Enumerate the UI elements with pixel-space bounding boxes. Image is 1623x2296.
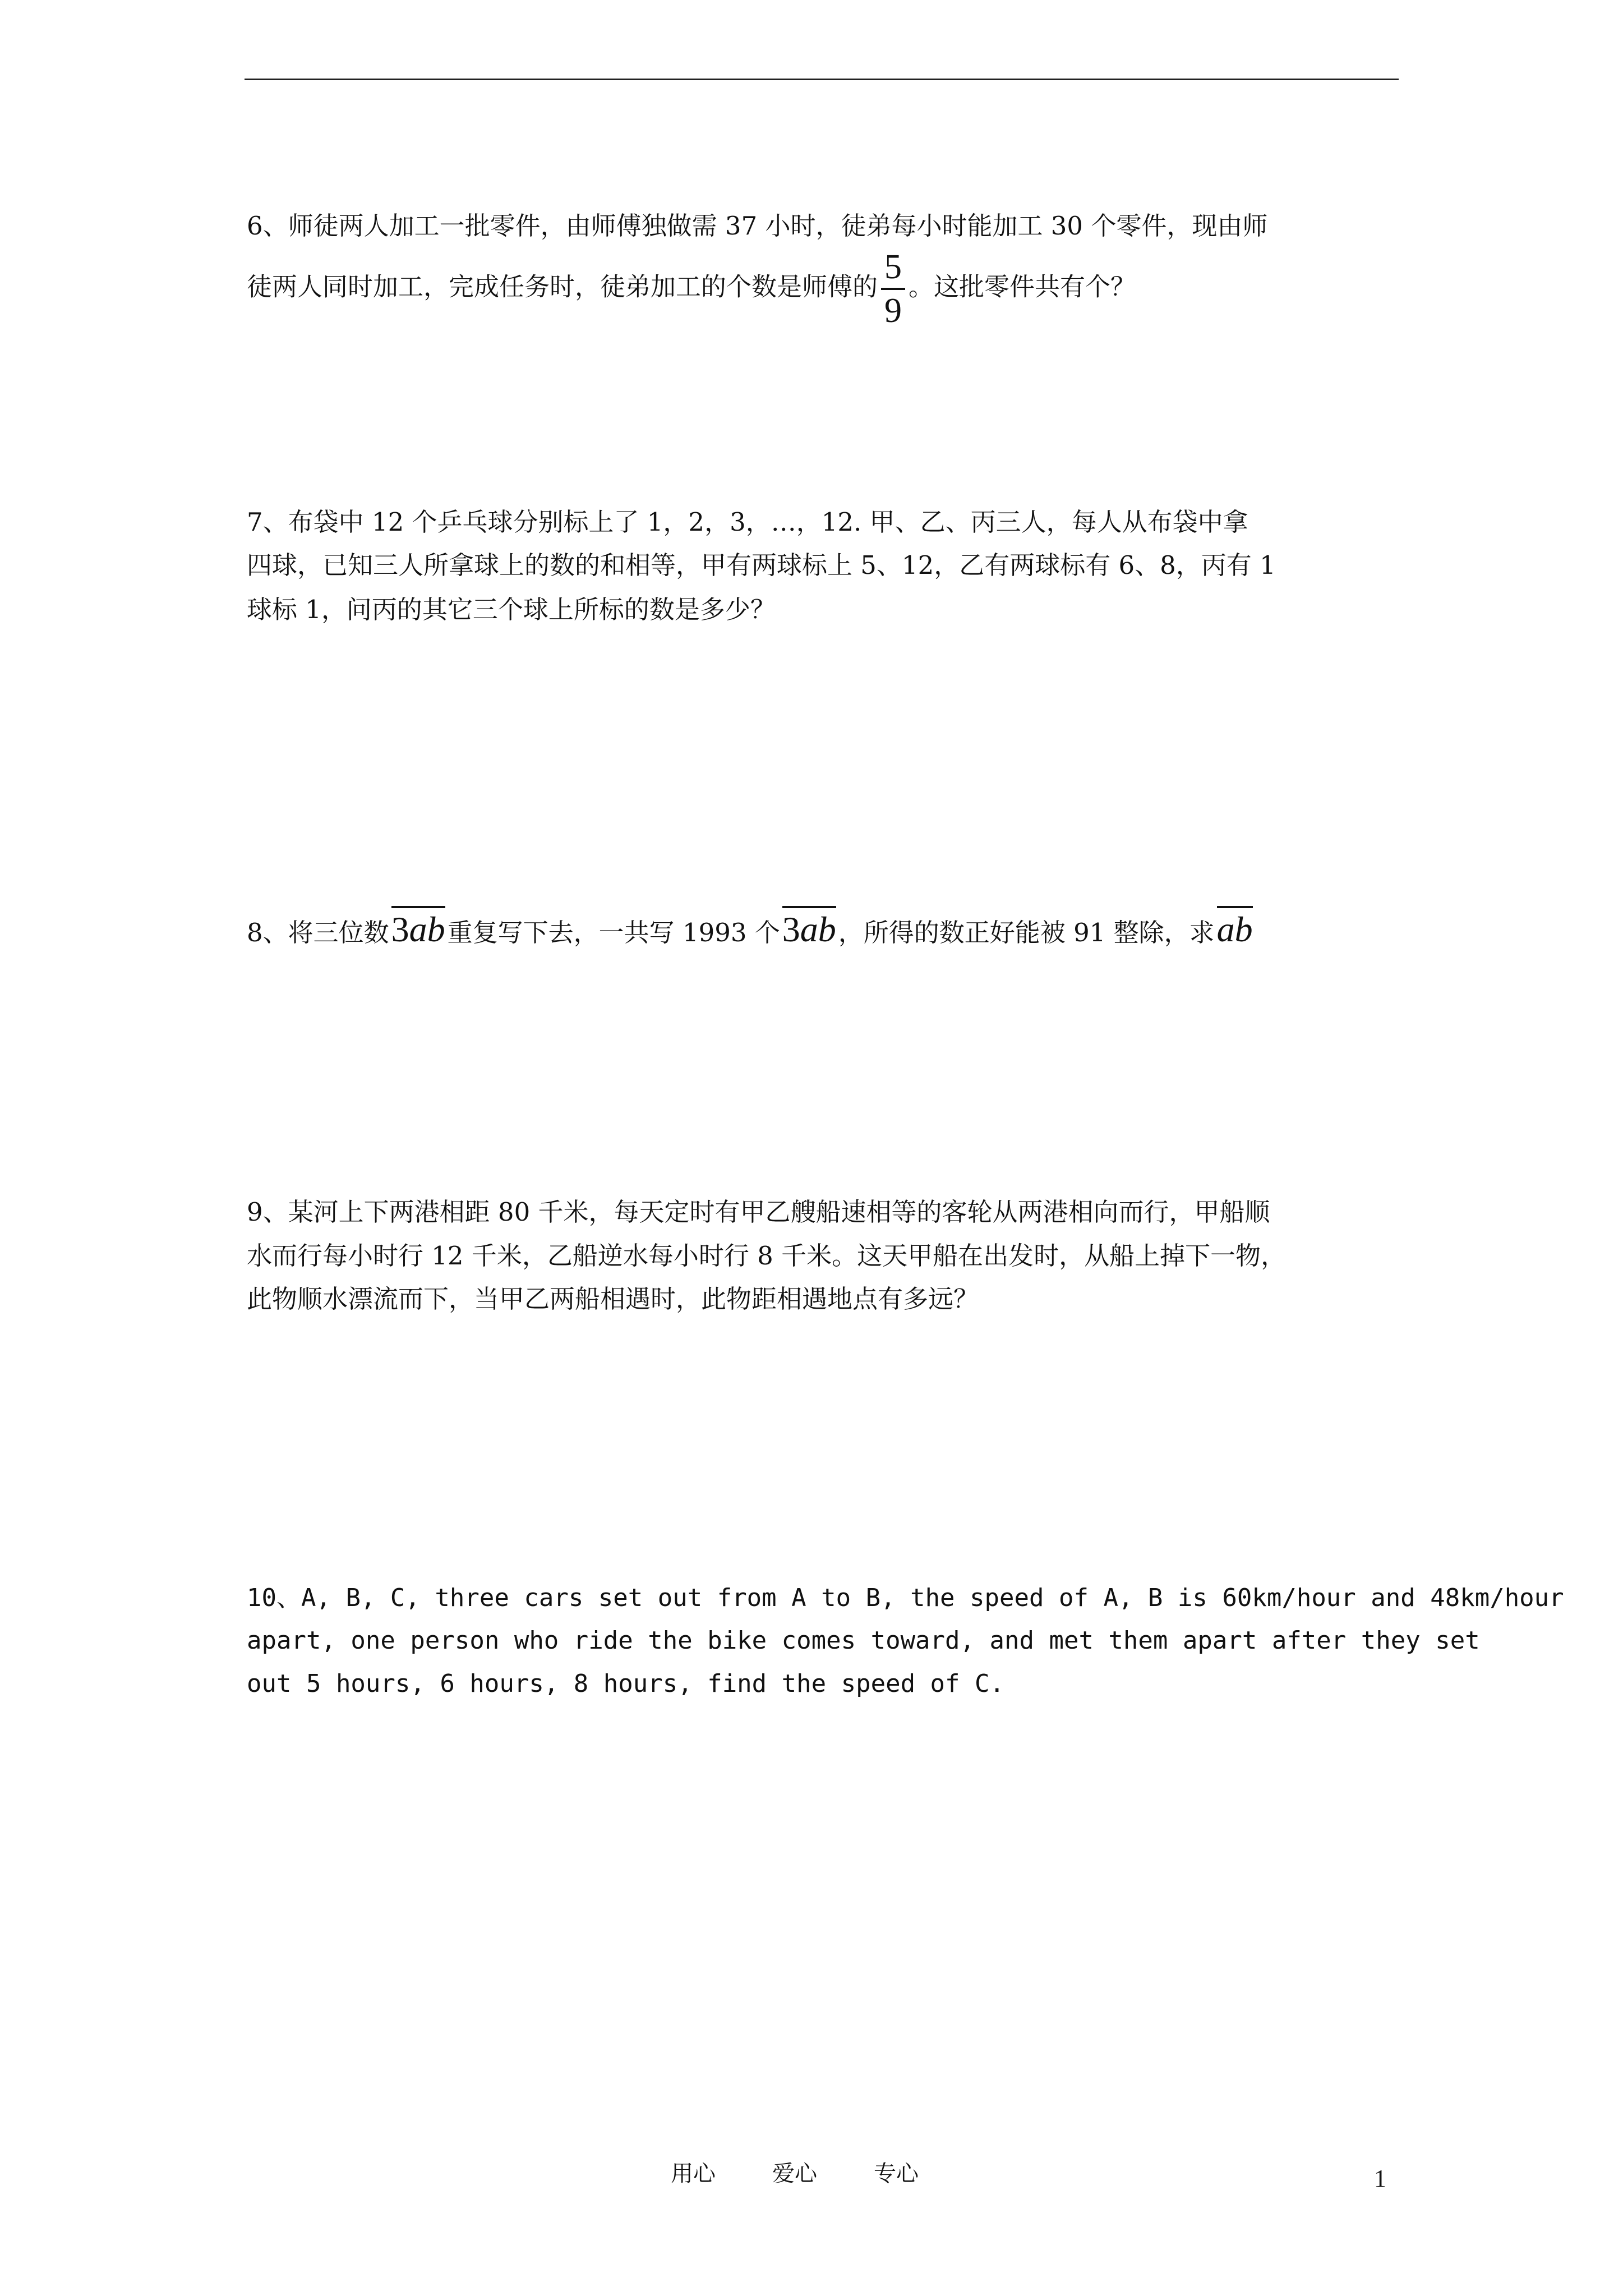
problem-9-line-1: 9、某河上下两港相距 80 千米，每天定时有甲乙艘船速相等的客轮从两港相向而行，甲船顺 bbox=[247, 1197, 1270, 1227]
problem-7-line-1: 7、布袋中 12 个乒乓球分别标上了 1，2，3，…，12. 甲、乙、丙三人，每人从布袋中拿 bbox=[247, 507, 1248, 537]
page-number: 1 bbox=[1374, 2165, 1386, 2192]
overline-number-3ab-second bbox=[782, 906, 836, 947]
problem-6-line-1: 6、师徒两人加工一批零件，由师傅独做需 37 小时，徒弟每小时能加工 30 个零件，现由师 bbox=[247, 211, 1268, 241]
problem-8-line-1 bbox=[247, 906, 1255, 947]
problem-7-line-2: 四球，已知三人所拿球上的数的和相等，甲有两球标上 5、12，乙有两球标有 6、8，丙有 1 bbox=[247, 550, 1276, 580]
problem-10-line-2: apart, one person who ride the bike comes toward, and met them apart after they set bbox=[247, 1626, 1480, 1655]
digit-three: 3 bbox=[391, 909, 409, 949]
digits-ab: ab bbox=[409, 909, 445, 949]
footer-word-1: 用心 bbox=[671, 2161, 716, 2187]
problem-10-line-1: 10、A, B, C, three cars set out from A to B, the speed of A, B is 60km/hour and 48km/hour bbox=[247, 1584, 1564, 1612]
footer-word-2: 爱心 bbox=[772, 2161, 817, 2187]
digit-three-second: 3 bbox=[782, 909, 800, 949]
problem-8-text-1: 8、将三位数 bbox=[247, 918, 389, 947]
header-rule bbox=[245, 79, 1399, 80]
overline-number-3ab bbox=[391, 906, 445, 947]
fraction-denominator: 9 bbox=[884, 292, 902, 330]
problem-8-text-2: 重复写下去，一共写 1993 个 bbox=[447, 918, 780, 947]
problem-7-line-3: 球标 1，问丙的其它三个球上所标的数是多少？ bbox=[247, 595, 776, 624]
problem-6-line-2-text: 徒两人同时加工，完成任务时，徒弟加工的个数是师傅的 bbox=[247, 272, 878, 302]
problem-9-line-2: 水而行每小时行 12 千米，乙船逆水每小时行 8 千米。这天甲船在出发时，从船上掉下一物， bbox=[247, 1241, 1287, 1271]
problem-8-text-3: ，所得的数正好能被 91 整除，求 bbox=[838, 918, 1215, 947]
problem-10-line-3: out 5 hours, 6 hours, 8 hours, find the speed of C. bbox=[247, 1669, 1005, 1698]
digits-ab-second: ab bbox=[800, 909, 836, 949]
fraction-five-ninths bbox=[881, 250, 905, 328]
problem-6-line-2-tail: 。这批零件共有个？ bbox=[909, 272, 1136, 302]
fraction-numerator: 5 bbox=[881, 250, 905, 290]
problem-6-line-2 bbox=[247, 250, 1136, 328]
overline-number-ab: ab bbox=[1217, 906, 1253, 947]
problem-9-line-3: 此物顺水漂流而下，当甲乙两船相遇时，此物距相遇地点有多远？ bbox=[247, 1284, 979, 1314]
footer-word-3: 专心 bbox=[874, 2161, 919, 2187]
